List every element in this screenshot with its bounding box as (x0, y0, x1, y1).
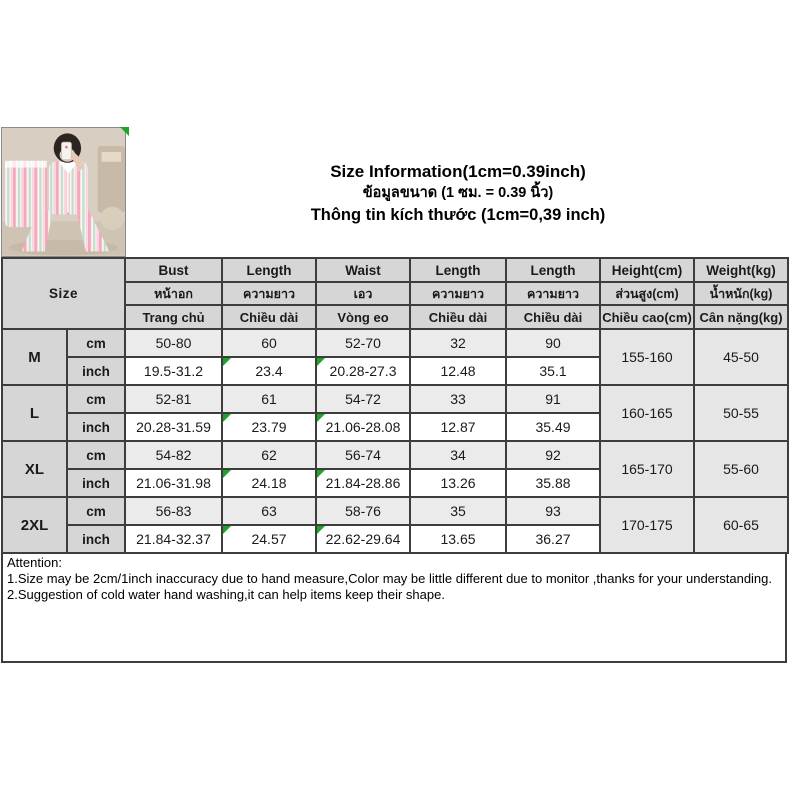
col-header-length1-vi: Chiều dài (222, 305, 316, 329)
value-cell: 32 (410, 329, 506, 357)
size-corner-header: Size (2, 258, 125, 329)
unit-label-cm: cm (67, 497, 125, 525)
pajama-selfie-illustration (2, 128, 125, 256)
unit-label-inch: inch (67, 357, 125, 385)
value-cell: 50-80 (125, 329, 222, 357)
value-cell: 91 (506, 385, 600, 413)
value-cell: 56-74 (316, 441, 410, 469)
value-cell: 58-76 (316, 497, 410, 525)
value-cell: 93 (506, 497, 600, 525)
unit-label-inch: inch (67, 413, 125, 441)
value-cell: 52-70 (316, 329, 410, 357)
value-cell: 21.84-28.86 (316, 469, 410, 497)
value-cell: 13.26 (410, 469, 506, 497)
col-header-waist-th: เอว (316, 282, 410, 305)
value-cell: 23.79 (222, 413, 316, 441)
weight-cell: 45-50 (694, 329, 788, 385)
col-header-length3-vi: Chiều dài (506, 305, 600, 329)
value-cell: 20.28-31.59 (125, 413, 222, 441)
value-cell: 19.5-31.2 (125, 357, 222, 385)
unit-label-cm: cm (67, 385, 125, 413)
col-header-bust-vi: Trang chủ (125, 305, 222, 329)
value-cell: 13.65 (410, 525, 506, 553)
size-info-title (127, 161, 789, 226)
value-cell: 24.57 (222, 525, 316, 553)
value-cell: 54-82 (125, 441, 222, 469)
attention-note-1: 1.Size may be 2cm/1inch inaccuracy due to hand measure,Color may be little different due to monitor ,thanks for your understanding. (7, 571, 773, 586)
weight-cell: 50-55 (694, 385, 788, 441)
weight-cell: 60-65 (694, 497, 788, 553)
value-cell: 20.28-27.3 (316, 357, 410, 385)
col-header-length1-en: Length (222, 258, 316, 282)
col-header-bust-en: Bust (125, 258, 222, 282)
value-cell: 24.18 (222, 469, 316, 497)
value-cell: 56-83 (125, 497, 222, 525)
value-cell: 34 (410, 441, 506, 469)
col-header-bust-th: หน้าอก (125, 282, 222, 305)
col-header-length3-en: Length (506, 258, 600, 282)
unit-label-cm: cm (67, 329, 125, 357)
title-vietnamese: Thông tin kích thước (1cm=0,39 inch) (310, 206, 606, 224)
value-cell: 52-81 (125, 385, 222, 413)
value-cell: 35.88 (506, 469, 600, 497)
attention-notes (1, 553, 787, 663)
height-cell: 170-175 (600, 497, 694, 553)
value-cell: 12.48 (410, 357, 506, 385)
value-cell: 33 (410, 385, 506, 413)
height-cell: 155-160 (600, 329, 694, 385)
value-cell: 23.4 (222, 357, 316, 385)
unit-label-inch: inch (67, 525, 125, 553)
value-cell: 21.06-28.08 (316, 413, 410, 441)
col-header-weight-th: น้ำหนัก(kg) (694, 282, 788, 305)
value-cell: 21.06-31.98 (125, 469, 222, 497)
title-english: Size Information(1cm=0.39inch) (330, 162, 586, 181)
col-header-length2-vi: Chiều dài (410, 305, 506, 329)
value-cell: 35.49 (506, 413, 600, 441)
col-header-length3-th: ความยาว (506, 282, 600, 305)
size-row-label-m: M (2, 329, 67, 385)
weight-cell: 55-60 (694, 441, 788, 497)
col-header-waist-en: Waist (316, 258, 410, 282)
size-row-label-xl: XL (2, 441, 67, 497)
attention-heading: Attention: (7, 555, 62, 570)
height-cell: 160-165 (600, 385, 694, 441)
value-cell: 92 (506, 441, 600, 469)
comment-marker-icon (120, 127, 129, 136)
title-thai: ข้อมูลขนาด (1 ซม. = 0.39 นิ้ว) (362, 185, 554, 201)
size-row-label-2xl: 2XL (2, 497, 67, 553)
col-header-height-th: ส่วนสูง(cm) (600, 282, 694, 305)
value-cell: 22.62-29.64 (316, 525, 410, 553)
col-header-height-en: Height(cm) (600, 258, 694, 282)
size-chart-table (1, 257, 789, 554)
value-cell: 35.1 (506, 357, 600, 385)
value-cell: 63 (222, 497, 316, 525)
unit-label-cm: cm (67, 441, 125, 469)
height-cell: 165-170 (600, 441, 694, 497)
attention-note-2: 2.Suggestion of cold water hand washing,it can help items keep their shape. (7, 587, 445, 602)
col-header-weight-en: Weight(kg) (694, 258, 788, 282)
unit-label-inch: inch (67, 469, 125, 497)
value-cell: 90 (506, 329, 600, 357)
size-row-label-l: L (2, 385, 67, 441)
value-cell: 61 (222, 385, 316, 413)
value-cell: 54-72 (316, 385, 410, 413)
product-photo (1, 127, 126, 257)
col-header-height-vi: Chiều cao(cm) (600, 305, 694, 329)
col-header-waist-vi: Vòng eo (316, 305, 410, 329)
value-cell: 12.87 (410, 413, 506, 441)
value-cell: 35 (410, 497, 506, 525)
value-cell: 60 (222, 329, 316, 357)
value-cell: 21.84-32.37 (125, 525, 222, 553)
value-cell: 36.27 (506, 525, 600, 553)
col-header-length2-en: Length (410, 258, 506, 282)
col-header-weight-vi: Cân nặng(kg) (694, 305, 788, 329)
col-header-length1-th: ความยาว (222, 282, 316, 305)
value-cell: 62 (222, 441, 316, 469)
col-header-length2-th: ความยาว (410, 282, 506, 305)
